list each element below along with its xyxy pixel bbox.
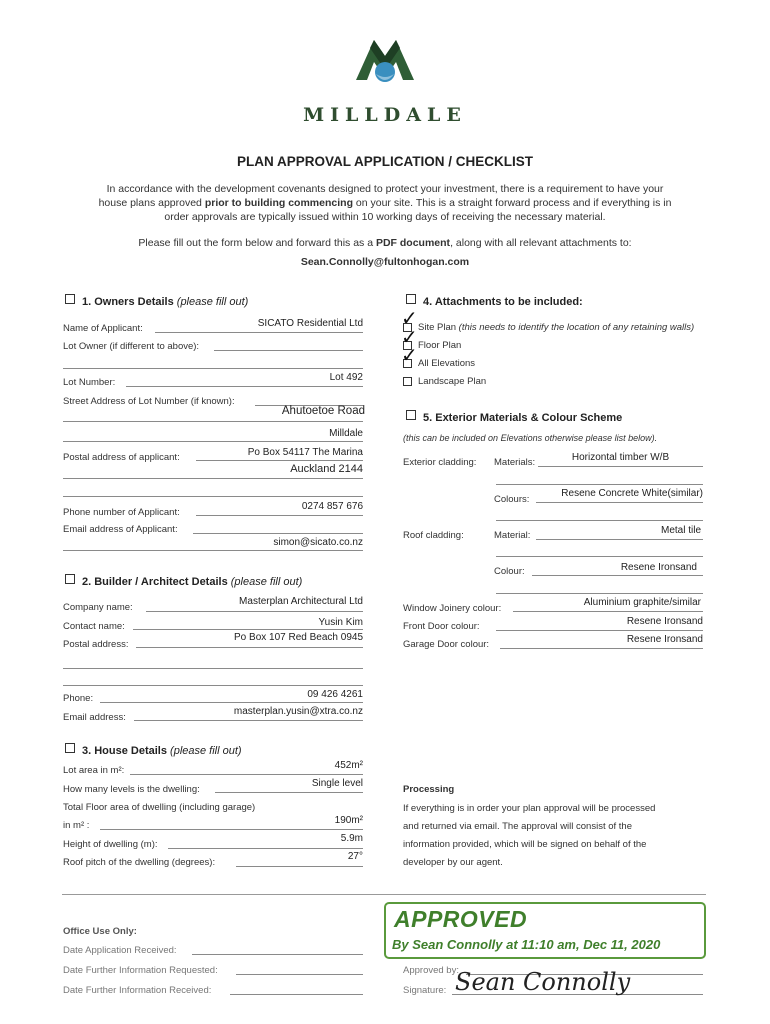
builder-phone-line[interactable] bbox=[100, 702, 363, 703]
builder-heading-note: (please fill out) bbox=[230, 576, 303, 588]
street-address-value-2[interactable]: Milldale bbox=[329, 428, 363, 439]
owners-heading-text: 1. Owners Details bbox=[82, 296, 174, 308]
street-address-label: Street Address of Lot Number (if known): bbox=[63, 396, 235, 407]
contact-name-label: Contact name: bbox=[63, 621, 125, 632]
landscape-plan-checkbox[interactable] bbox=[403, 377, 412, 386]
builder-heading bbox=[82, 576, 302, 588]
roof-colour-label: Colour: bbox=[494, 566, 525, 577]
office-divider bbox=[62, 894, 706, 895]
builder-phone-label: Phone: bbox=[63, 693, 94, 704]
lot-area-label: Lot area in m²: bbox=[63, 765, 125, 776]
height-value[interactable]: 5.9m bbox=[340, 833, 363, 844]
approved-stamp-by: By Sean Connolly at 11:10 am, Dec 11, 2020 bbox=[392, 937, 661, 952]
roof-pitch-value[interactable]: 27° bbox=[347, 851, 363, 862]
applicant-phone-value[interactable]: 0274 857 676 bbox=[301, 501, 363, 512]
cladding-materials-value[interactable]: Horizontal timber W/B bbox=[571, 452, 670, 463]
garage-door-label: Garage Door colour: bbox=[403, 639, 490, 650]
date-received-label: Date Application Received: bbox=[63, 945, 177, 956]
exterior-section-checkbox[interactable] bbox=[406, 410, 416, 420]
builder-postal-label: Postal address: bbox=[63, 639, 129, 650]
company-name-value[interactable]: Masterplan Architectural Ltd bbox=[239, 596, 363, 607]
processing-line-4: developer by our agent. bbox=[403, 857, 503, 868]
builder-email-label: Email address: bbox=[63, 712, 126, 723]
street-address-line-3[interactable] bbox=[63, 441, 363, 442]
levels-label: How many levels is the dwelling: bbox=[63, 784, 200, 795]
builder-postal-line-2[interactable] bbox=[63, 668, 363, 669]
roof-material-line-2[interactable] bbox=[496, 556, 703, 557]
exterior-note: (this can be included on Elevations otherwise please list below). bbox=[403, 433, 658, 443]
front-door-line[interactable] bbox=[496, 630, 703, 631]
applicant-email-value[interactable]: simon@sicato.co.nz bbox=[273, 537, 363, 548]
instruction-b: PDF document bbox=[375, 237, 451, 249]
garage-door-line[interactable] bbox=[500, 648, 703, 649]
floor-area-value[interactable]: 190m² bbox=[334, 815, 363, 826]
processing-line-2: and returned via email. The approval will consist of the bbox=[403, 821, 633, 832]
intro-line-1: In accordance with the development covenants designed to protect your investment, there is a requirement to have your bbox=[106, 183, 664, 195]
intro-line-2a: house plans approved bbox=[98, 197, 205, 209]
levels-line[interactable] bbox=[215, 792, 363, 793]
intro-line-2b: prior to building commencing bbox=[204, 197, 353, 209]
window-joinery-label: Window Joinery colour: bbox=[403, 603, 502, 614]
cladding-materials-line-2[interactable] bbox=[496, 484, 703, 485]
instruction-c: , along with all relevant attachments to: bbox=[450, 237, 632, 249]
lot-number-label: Lot Number: bbox=[63, 377, 116, 388]
applicant-email-label: Email address of Applicant: bbox=[63, 524, 178, 535]
approved-stamp bbox=[384, 902, 706, 959]
intro-paragraph bbox=[40, 182, 730, 224]
postal-address-label: Postal address of applicant: bbox=[63, 452, 180, 463]
date-requested-label: Date Further Information Requested: bbox=[63, 965, 218, 976]
street-address-line-2[interactable] bbox=[63, 421, 363, 422]
applicant-email-line[interactable] bbox=[193, 533, 363, 534]
postal-address-value-2[interactable]: Auckland 2144 bbox=[290, 463, 363, 475]
builder-email-line[interactable] bbox=[134, 720, 363, 721]
date-further-received-line[interactable] bbox=[230, 994, 363, 995]
cladding-colours-value[interactable]: Resene Concrete White(similar) bbox=[561, 488, 703, 499]
lot-area-value[interactable]: 452m² bbox=[334, 760, 363, 771]
company-name-label: Company name: bbox=[63, 602, 133, 613]
floor-plan-check-icon: ✓ bbox=[401, 325, 418, 349]
date-received-line[interactable] bbox=[192, 954, 363, 955]
lot-owner-line-2[interactable] bbox=[63, 368, 363, 369]
attachments-section-checkbox[interactable] bbox=[406, 294, 416, 304]
lot-owner-line[interactable] bbox=[214, 350, 363, 351]
height-label: Height of dwelling (m): bbox=[63, 839, 158, 850]
cladding-colours-line[interactable] bbox=[536, 502, 703, 503]
signature-label: Signature: bbox=[403, 985, 447, 996]
lot-number-line[interactable] bbox=[126, 386, 363, 387]
builder-email-value[interactable]: masterplan.yusin@xtra.co.nz bbox=[233, 706, 363, 717]
signature-value: Sean Connolly bbox=[455, 968, 631, 996]
intro-line-2c: on your site. This is a straight forward process and if everything is in bbox=[352, 197, 672, 209]
postal-address-line-3[interactable] bbox=[63, 496, 363, 497]
roof-colour-value[interactable]: Resene Ironsand bbox=[620, 562, 697, 573]
attachments-heading: 4. Attachments to be included: bbox=[423, 296, 583, 308]
levels-value[interactable]: Single level bbox=[311, 778, 363, 789]
instruction-line bbox=[40, 236, 730, 250]
roof-cladding-label: Roof cladding: bbox=[403, 530, 464, 541]
processing-line-1: If everything is in order your plan approval will be processed bbox=[403, 803, 656, 814]
builder-postal-value[interactable]: Po Box 107 Red Beach 0945 bbox=[234, 632, 363, 643]
postal-address-line[interactable] bbox=[196, 460, 363, 461]
applicant-name-label: Name of Applicant: bbox=[63, 323, 143, 334]
house-section-checkbox[interactable] bbox=[65, 743, 75, 753]
owners-section-checkbox[interactable] bbox=[65, 294, 75, 304]
contact-name-line[interactable] bbox=[133, 629, 363, 630]
applicant-phone-label: Phone number of Applicant: bbox=[63, 507, 180, 518]
office-heading: Office Use Only: bbox=[63, 926, 137, 937]
house-heading bbox=[82, 745, 242, 757]
floor-area-line[interactable] bbox=[100, 829, 363, 830]
roof-material-label: Material: bbox=[494, 530, 531, 541]
owners-heading-note: (please fill out) bbox=[176, 296, 249, 308]
floor-plan-label: Floor Plan bbox=[418, 340, 462, 351]
window-joinery-line[interactable] bbox=[513, 611, 703, 612]
contact-name-value[interactable]: Yusin Kim bbox=[318, 617, 363, 628]
applicant-phone-line[interactable] bbox=[196, 515, 363, 516]
cladding-colours-label: Colours: bbox=[494, 494, 530, 505]
cladding-colours-line-2[interactable] bbox=[496, 520, 703, 521]
roof-material-line[interactable] bbox=[536, 539, 703, 540]
roof-material-value[interactable]: Metal tile bbox=[660, 525, 701, 536]
lot-owner-label: Lot Owner (if different to above): bbox=[63, 341, 200, 352]
site-plan-check-icon: ✓ bbox=[401, 306, 418, 330]
site-plan-note: (this needs to identify the location of any retaining walls) bbox=[458, 322, 695, 333]
builder-section-checkbox[interactable] bbox=[65, 574, 75, 584]
approved-stamp-title: APPROVED bbox=[394, 906, 528, 932]
approved-by-label: Approved by: bbox=[403, 965, 459, 976]
site-plan-label-text: Site Plan bbox=[418, 322, 457, 333]
processing-heading: Processing bbox=[403, 784, 455, 795]
front-door-label: Front Door colour: bbox=[403, 621, 480, 632]
lot-area-line[interactable] bbox=[130, 774, 363, 775]
cladding-materials-label: Materials: bbox=[494, 457, 536, 468]
lot-number-value[interactable]: Lot 492 bbox=[329, 372, 363, 383]
elevations-check-icon: ✓ bbox=[401, 343, 418, 367]
processing-line-3: information provided, which will be signed on behalf of the bbox=[403, 839, 647, 850]
contact-email[interactable]: Sean.Connolly@fultonhogan.com bbox=[300, 256, 470, 268]
roof-colour-line[interactable] bbox=[532, 575, 703, 576]
height-line[interactable] bbox=[168, 848, 363, 849]
owners-heading bbox=[82, 296, 248, 308]
instruction-a: Please fill out the form below and forward this as a bbox=[138, 237, 376, 249]
street-address-value[interactable]: Ahutoetoe Road bbox=[281, 405, 365, 417]
window-joinery-value[interactable]: Aluminium graphite/similar bbox=[583, 597, 701, 608]
builder-postal-line[interactable] bbox=[136, 647, 363, 648]
intro-line-3: order approvals are typically issued within 10 working days of receiving the necessary material. bbox=[164, 211, 606, 223]
builder-phone-value[interactable]: 09 426 4261 bbox=[307, 689, 363, 700]
postal-address-line-2[interactable] bbox=[63, 478, 363, 479]
page-title: PLAN APPROVAL APPLICATION / CHECKLIST bbox=[236, 154, 533, 169]
date-further-received-label: Date Further Information Received: bbox=[63, 985, 212, 996]
site-plan-label bbox=[418, 322, 694, 333]
cladding-materials-line[interactable] bbox=[538, 466, 703, 467]
roof-colour-line-2[interactable] bbox=[496, 593, 703, 594]
brand-name: MILLDALE bbox=[303, 104, 467, 126]
applicant-email-line-2[interactable] bbox=[63, 550, 363, 551]
date-requested-line[interactable] bbox=[236, 974, 363, 975]
builder-heading-text: 2. Builder / Architect Details bbox=[82, 576, 228, 588]
landscape-plan-label: Landscape Plan bbox=[418, 376, 487, 387]
front-door-value[interactable]: Resene Ironsand bbox=[626, 616, 703, 627]
builder-postal-line-3[interactable] bbox=[63, 685, 363, 686]
mountain-drop-icon bbox=[354, 28, 416, 92]
house-heading-note: (please fill out) bbox=[170, 745, 242, 757]
company-name-line[interactable] bbox=[146, 611, 363, 612]
roof-pitch-label: Roof pitch of the dwelling (degrees): bbox=[63, 857, 216, 868]
house-heading-text: 3. House Details bbox=[82, 745, 167, 757]
elevations-label: All Elevations bbox=[418, 358, 476, 369]
floor-area-label-2: in m² : bbox=[63, 820, 90, 831]
exterior-heading: 5. Exterior Materials & Colour Scheme bbox=[423, 412, 623, 424]
garage-door-value[interactable]: Resene Ironsand bbox=[626, 634, 703, 645]
applicant-name-line[interactable] bbox=[155, 332, 363, 333]
postal-address-value[interactable]: Po Box 54117 The Marina bbox=[247, 447, 363, 458]
roof-pitch-line[interactable] bbox=[236, 866, 363, 867]
intro-line-2 bbox=[40, 196, 730, 210]
floor-area-label: Total Floor area of dwelling (including garage) bbox=[63, 802, 256, 813]
applicant-name-value[interactable]: SICATO Residential Ltd bbox=[257, 318, 363, 329]
exterior-cladding-label: Exterior cladding: bbox=[403, 457, 477, 468]
